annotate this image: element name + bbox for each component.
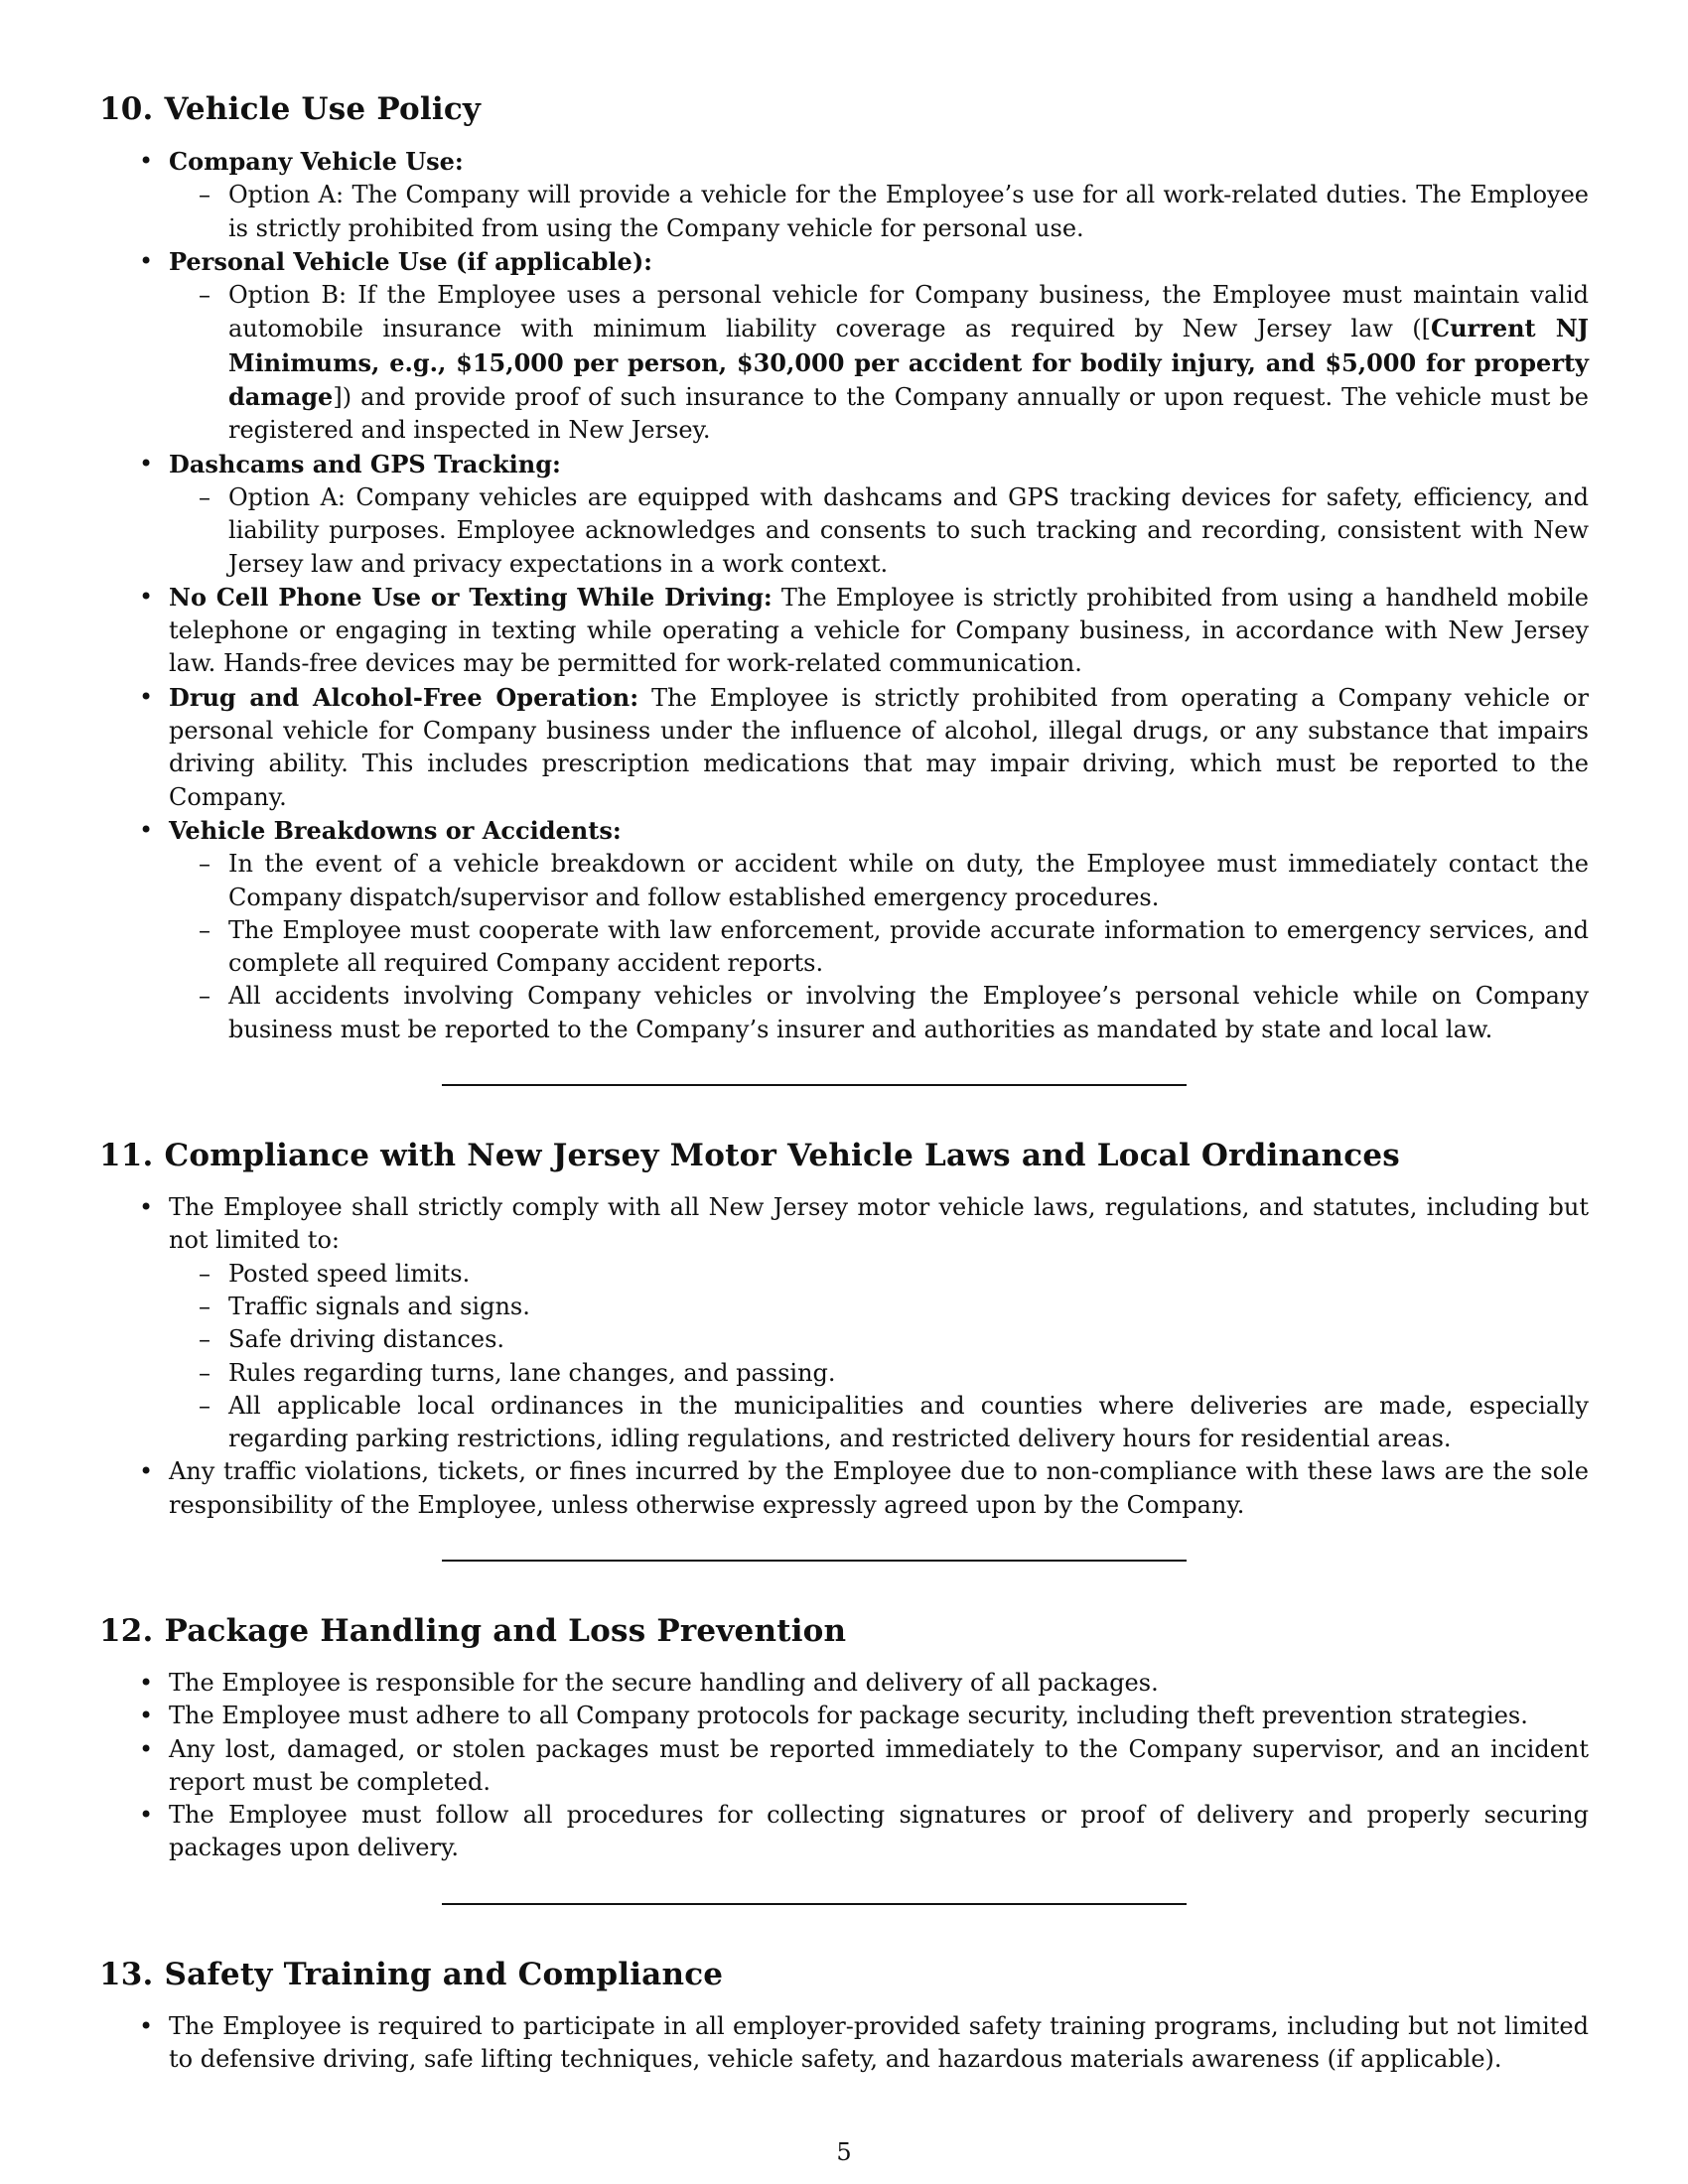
item-label: Vehicle Breakdowns or Accidents: bbox=[169, 815, 622, 845]
section-11 bbox=[99, 1138, 1589, 1522]
list-item bbox=[169, 145, 1589, 245]
section-title: 11. Compliance with New Jersey Motor Vehicle Laws and Local Ordinances bbox=[99, 1138, 1400, 1174]
sub-item-text: ]) and provide proof of such insurance to the Company annually or upon request. The vehicle must be registered and inspected in New Jersey. bbox=[228, 383, 1589, 445]
list-item bbox=[169, 448, 1589, 581]
list-item bbox=[169, 245, 1589, 448]
section-13 bbox=[99, 1957, 1589, 2077]
bullet-list bbox=[99, 1667, 1589, 1865]
list-item bbox=[169, 681, 1589, 814]
item-label: No Cell Phone Use or Texting While Driving: bbox=[169, 582, 773, 612]
item-text: The Employee is strictly prohibited from operating a Company vehicle or personal vehicle for Company business under the influence of alcohol, illegal drugs, or any substance that impairs driving ability. This includes prescription medications that may impair driving, which must be reported to the Company. bbox=[169, 683, 1589, 811]
item-label: Dashcams and GPS Tracking: bbox=[169, 449, 561, 478]
sub-list bbox=[169, 179, 1589, 245]
list-item: • The Employee must adhere to all Company protocols for package security, including theft prevention strategies. bbox=[169, 1700, 1589, 1732]
sub-item: – The Employee must cooperate with law enforcement, provide accurate information to emergency services, and complete all required Company accident reports. bbox=[228, 914, 1589, 981]
list-item bbox=[169, 814, 1589, 1046]
section-divider bbox=[442, 1560, 1187, 1562]
sub-list bbox=[169, 279, 1589, 447]
page-number: 5 bbox=[836, 2138, 852, 2166]
sub-item: – Option A: The Company will provide a vehicle for the Employee’s use for all work-related duties. The Employee is strictly prohibited from using the Company vehicle for personal use. bbox=[228, 179, 1589, 245]
sub-item-bold-text: Current NJ Minimums, e.g., $15,000 per person, $30,000 per accident for bodily injury, and $5,000 for property damage bbox=[228, 314, 1589, 412]
list-item: • Any traffic violations, tickets, or fines incurred by the Employee due to non-compliance with these laws are the sole responsibility of the Employee, unless otherwise expressly agreed upon by the Company. bbox=[169, 1455, 1589, 1522]
item-text: The Employee is strictly prohibited from using a handheld mobile telephone or engaging in texting while operating a vehicle for Company business, in accordance with New Jersey law. Hands-free devices may be permitted for work-related communication. bbox=[169, 583, 1590, 678]
section-title: 12. Package Handling and Loss Prevention bbox=[99, 1612, 847, 1649]
sub-item: – All applicable local ordinances in the municipalities and counties where deliveries are made, especially regarding parking restrictions, idling regulations, and restricted delivery hours for residential areas. bbox=[228, 1390, 1589, 1456]
sub-list bbox=[169, 1258, 1589, 1456]
sub-list bbox=[169, 481, 1589, 581]
sub-item: – All accidents involving Company vehicles or involving the Employee’s personal vehicle while on Company business must be reported to the Company’s insurer and authorities as mandated by state and local law. bbox=[228, 980, 1589, 1046]
sub-item bbox=[228, 279, 1589, 447]
sub-list bbox=[169, 848, 1589, 1046]
sub-item: – In the event of a vehicle breakdown or accident while on duty, the Employee must immediately contact the Company dispatch/supervisor and follow established emergency procedures. bbox=[228, 848, 1589, 914]
list-item: • The Employee is responsible for the secure handling and delivery of all packages. bbox=[169, 1667, 1589, 1700]
document-page bbox=[99, 91, 1589, 2076]
section-12 bbox=[99, 1613, 1589, 1865]
item-label: Personal Vehicle Use (if applicable): bbox=[169, 246, 653, 276]
list-item: • The Employee must follow all procedures for collecting signatures or proof of delivery and properly securing packages upon delivery. bbox=[169, 1799, 1589, 1865]
section-title: 13. Safety Training and Compliance bbox=[99, 1956, 724, 1992]
bullet-list bbox=[99, 1191, 1589, 1522]
sub-item: – Posted speed limits. bbox=[228, 1258, 1589, 1291]
section-divider bbox=[442, 1903, 1187, 1905]
section-title: 10. Vehicle Use Policy bbox=[99, 91, 482, 127]
list-item: • The Employee is required to participate in all employer-provided safety training programs, including but not limited to defensive driving, safe lifting techniques, vehicle safety, and hazardous materials awareness (if applicable). bbox=[169, 2010, 1589, 2077]
sub-item: – Safe driving distances. bbox=[228, 1323, 1589, 1356]
list-item bbox=[169, 1191, 1589, 1455]
sub-item-text: Option B: If the Employee uses a personal vehicle for Company business, the Employee must maintain valid automobile insurance with minimum liability coverage as required by New Jersey law ([ bbox=[228, 281, 1589, 343]
bullet-list bbox=[99, 2010, 1589, 2077]
sub-item: – Rules regarding turns, lane changes, and passing. bbox=[228, 1357, 1589, 1390]
section-10 bbox=[99, 91, 1589, 1046]
list-item: • Any lost, damaged, or stolen packages must be reported immediately to the Company supervisor, and an incident report must be completed. bbox=[169, 1733, 1589, 1800]
sub-item: – Traffic signals and signs. bbox=[228, 1291, 1589, 1323]
item-label: Drug and Alcohol-Free Operation: bbox=[169, 682, 639, 712]
item-label: Company Vehicle Use: bbox=[169, 147, 464, 176]
bullet-list bbox=[99, 145, 1589, 1046]
sub-item: – Option A: Company vehicles are equipped with dashcams and GPS tracking devices for safety, efficiency, and liability purposes. Employee acknowledges and consents to such tracking and recording, consistent with New Jersey law and privacy expectations in a work context. bbox=[228, 481, 1589, 581]
item-text: The Employee shall strictly comply with all New Jersey motor vehicle laws, regulations, and statutes, including but not limited to: bbox=[169, 1193, 1589, 1255]
section-divider bbox=[442, 1084, 1187, 1086]
list-item bbox=[169, 581, 1589, 681]
